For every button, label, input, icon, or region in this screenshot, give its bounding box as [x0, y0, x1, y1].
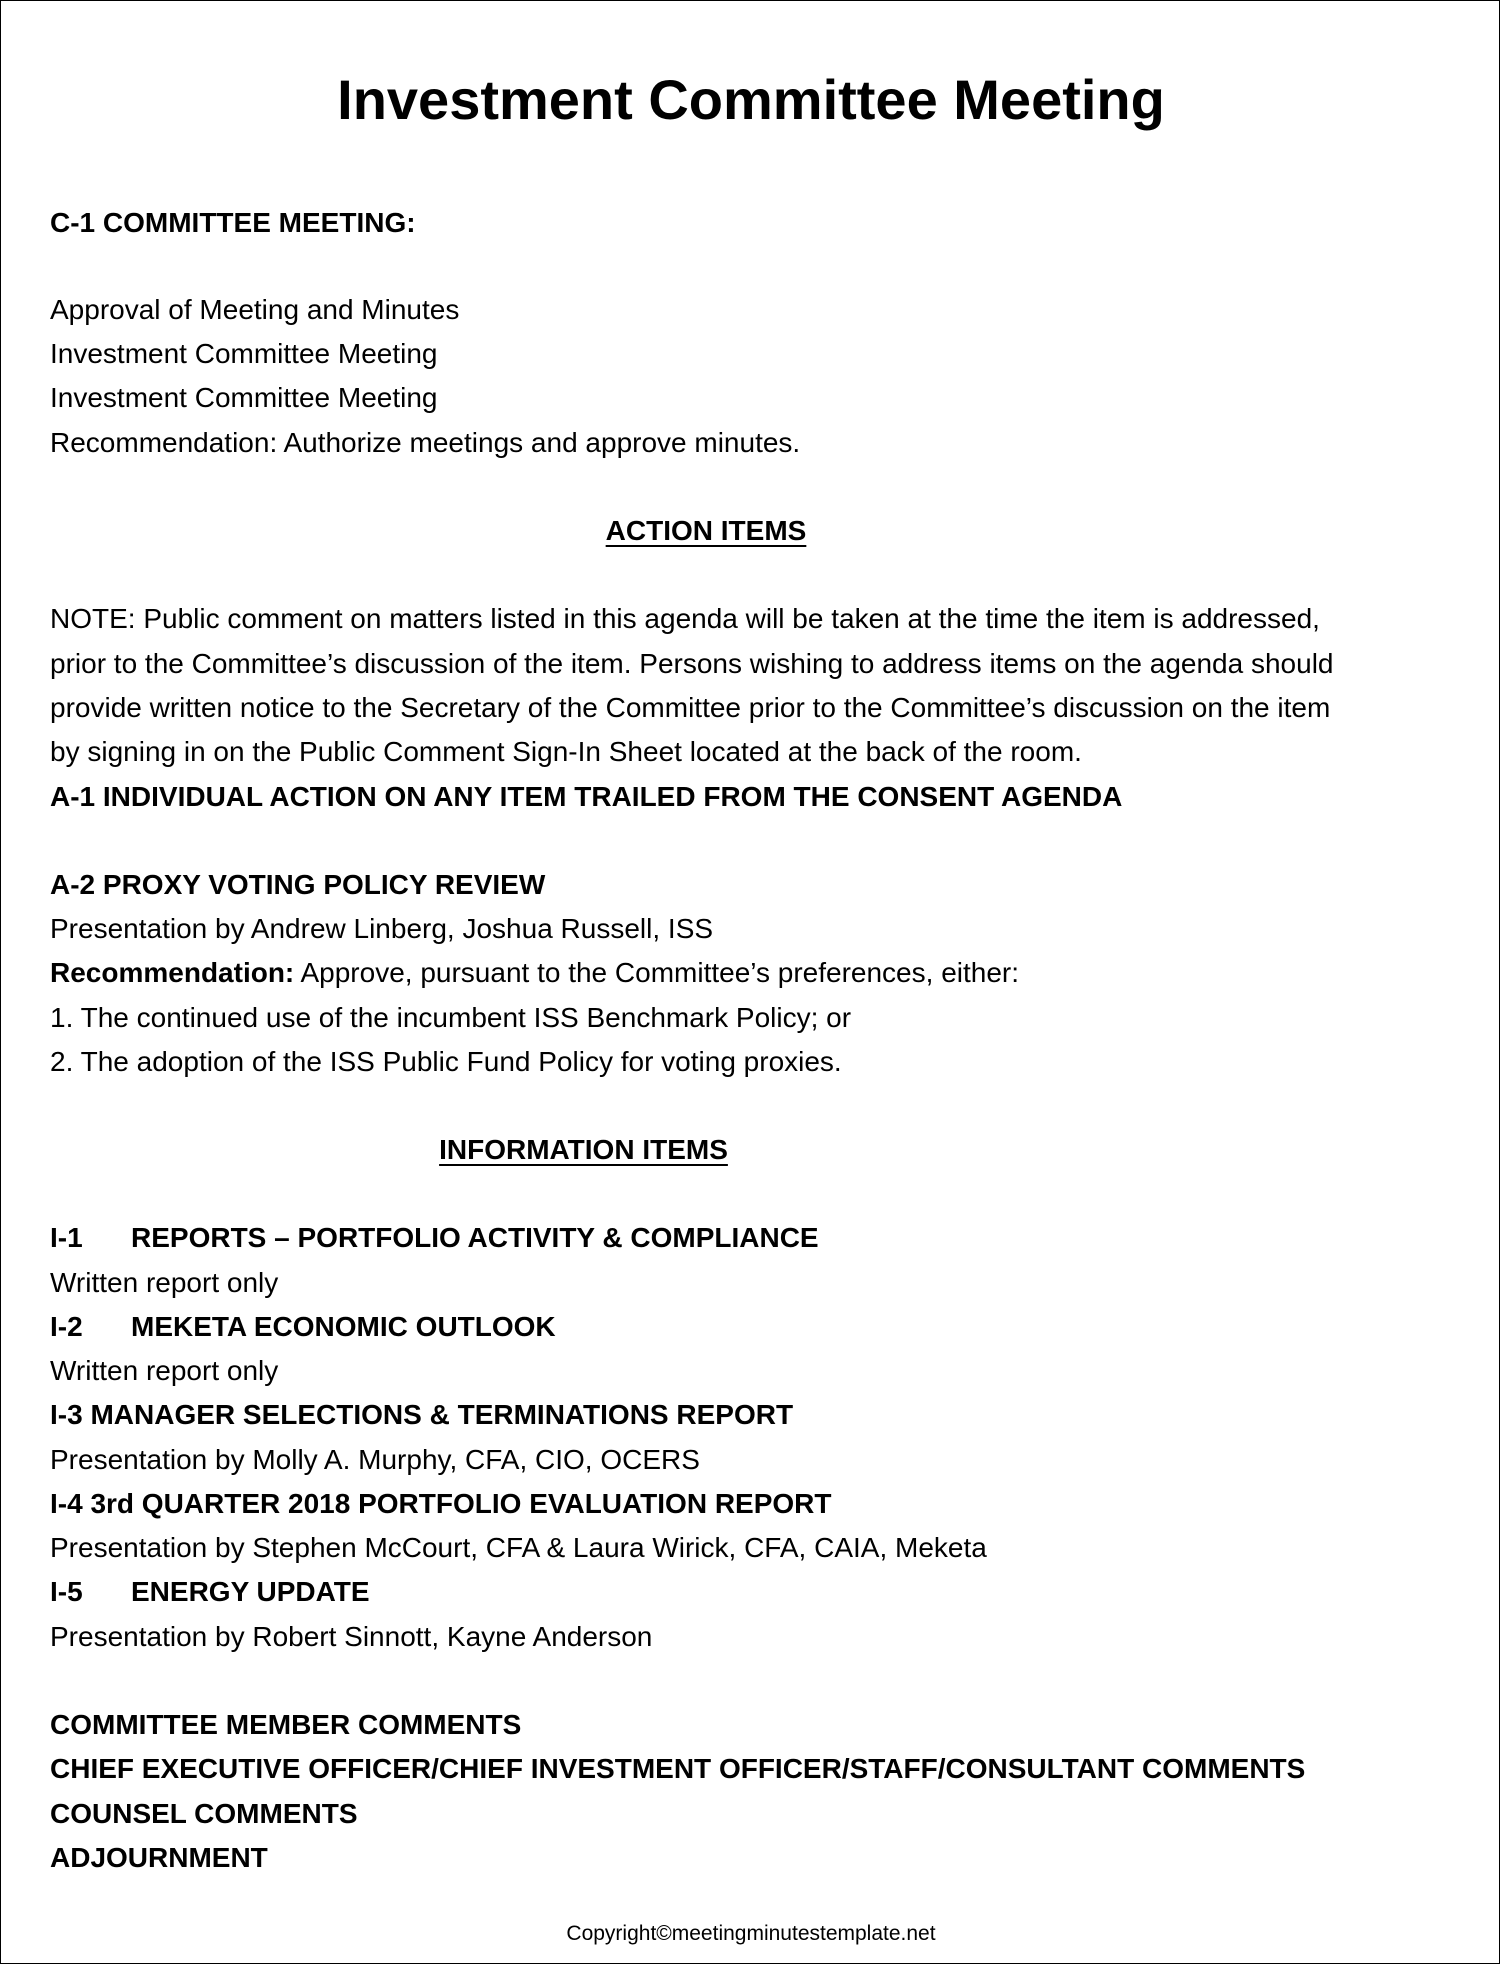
i1-heading [50, 1220, 819, 1256]
note-line: provide written notice to the Secretary of the Committee prior to the Committee’s discussion on the item [50, 692, 1331, 723]
a2-presentation: Presentation by Andrew Linberg, Joshua Russell, ISS [50, 913, 714, 944]
information-items-heading [1, 1132, 1166, 1168]
action-items-heading [1, 513, 1411, 549]
a2-heading: A-2 PROXY VOTING POLICY REVIEW [50, 869, 546, 900]
i2-detail: Written report only [50, 1355, 279, 1386]
c1-heading: C-1 COMMITTEE MEETING: [50, 207, 416, 238]
i4-detail: Presentation by Stephen McCourt, CFA & Laura Wirick, CFA, CAIA, Meketa [50, 1532, 987, 1563]
i1-detail: Written report only [50, 1267, 279, 1298]
i5-number: I-5 [50, 1576, 83, 1607]
document-title: Investment Committee Meeting [337, 68, 1165, 131]
c1-recommendation: Recommendation: Authorize meetings and approve minutes. [50, 427, 801, 458]
a2-recommendation-label: Recommendation: [50, 957, 295, 988]
note-line: prior to the Committee’s discussion of the item. Persons wishing to address items on the agenda should [50, 648, 1334, 679]
copyright-footer: Copyright©meetingminutestemplate.net [566, 1922, 936, 1945]
a2-option: 1. The continued use of the incumbent ISS Benchmark Policy; or [50, 1002, 852, 1033]
i1-title: REPORTS – PORTFOLIO ACTIVITY & COMPLIANCE [131, 1222, 819, 1253]
closing-item: CHIEF EXECUTIVE OFFICER/CHIEF INVESTMENT OFFICER/STAFF/CONSULTANT COMMENTS [50, 1753, 1306, 1784]
i3-heading: I-3 MANAGER SELECTIONS & TERMINATIONS REPORT [50, 1399, 794, 1430]
closing-item: ADJOURNMENT [50, 1842, 268, 1873]
i5-detail: Presentation by Robert Sinnott, Kayne Anderson [50, 1621, 653, 1652]
a1-heading: A-1 INDIVIDUAL ACTION ON ANY ITEM TRAILED FROM THE CONSENT AGENDA [50, 781, 1123, 812]
c1-line: Investment Committee Meeting [50, 338, 438, 369]
i2-title: MEKETA ECONOMIC OUTLOOK [131, 1311, 556, 1342]
a2-recommendation-text: Approve, pursuant to the Committee’s preferences, either: [294, 957, 1020, 988]
closing-item: COMMITTEE MEMBER COMMENTS [50, 1709, 522, 1740]
a2-recommendation [50, 955, 1019, 991]
action-items-heading-text: ACTION ITEMS [605, 515, 807, 546]
i4-heading: I-4 3rd QUARTER 2018 PORTFOLIO EVALUATION REPORT [50, 1488, 832, 1519]
i2-number: I-2 [50, 1311, 83, 1342]
c1-line: Approval of Meeting and Minutes [50, 294, 460, 325]
i1-number: I-1 [50, 1222, 83, 1253]
note-line: NOTE: Public comment on matters listed in this agenda will be taken at the time the item is addressed, [50, 603, 1320, 634]
i5-title: ENERGY UPDATE [131, 1576, 370, 1607]
note-line: by signing in on the Public Comment Sign-In Sheet located at the back of the room. [50, 736, 1082, 767]
a2-option: 2. The adoption of the ISS Public Fund Policy for voting proxies. [50, 1046, 842, 1077]
i5-heading [50, 1574, 370, 1610]
closing-item: COUNSEL COMMENTS [50, 1798, 358, 1829]
i3-detail: Presentation by Molly A. Murphy, CFA, CIO, OCERS [50, 1444, 700, 1475]
i2-heading [50, 1309, 556, 1345]
information-items-heading-text: INFORMATION ITEMS [439, 1134, 728, 1165]
c1-line: Investment Committee Meeting [50, 382, 438, 413]
